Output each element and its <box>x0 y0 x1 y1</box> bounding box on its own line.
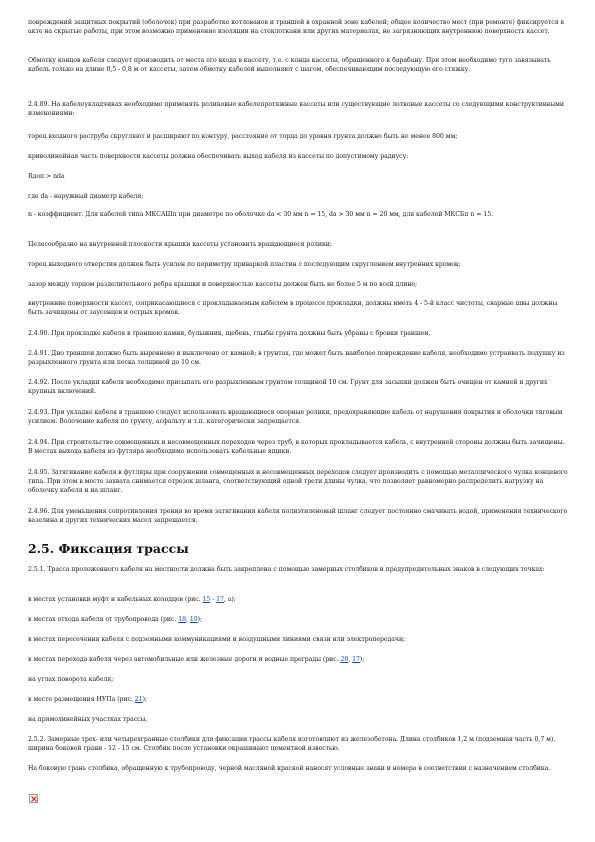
separator: , <box>348 656 353 663</box>
figure-link[interactable]: 17 <box>352 656 360 663</box>
paragraph: криволинейная часть поверхности кассеты должна обеспечивать выход кабеля из кассеты по допустимому радиусу: <box>28 153 409 160</box>
list-item: в местах пересечения кабеля с подземными коммуникациями и воздушными линиями связи или электропередачи; <box>28 636 406 643</box>
paragraph-2-5-2: 2.5.2. Замерные трех- или четырехгранные столбики для фиксации трассы кабеля изготовляют из железобетона. Длина столбиков 1,2 м (подземная часть 0,7 м), ширина боковой грани - 12 - 15 см. Столбик после установки окрашивают цементной известью. <box>28 736 556 752</box>
paragraph-2-4-94: 2.4.94. При строительстве совмещенных и несовмещенных переходов через труб, в которых прокладывается кабель, с внутренней стороны должны быть зачищены. В местах выхода кабеля из футляра необходимо использовать кабельные ящики. <box>28 439 565 455</box>
paragraph-2-4-91: 2.4.91. Дно траншеи должно быть выровнено и выключено от камней; в грунтах, где может быть наиболее повреждение кабеля, необходимо устраивать подушку из разрыхленного грунта или песка толщиной до 10 см. <box>28 350 565 366</box>
formula: Rдоп > nda <box>28 173 65 180</box>
list-item <box>28 695 147 704</box>
paragraph-2-4-93: 2.4.93. При укладке кабеля в траншею следует использовать вращающиеся опорные ролики, предохраняющие кабель от нарушения покрытия и оболочки тяговым усилием. Волочение кабеля по грунту, асфальту и т.п. категорически запрещается. <box>28 409 563 425</box>
list-item-text: , а); <box>223 596 236 603</box>
list-item-text: в месте размещения НУПа (рис. <box>28 696 135 703</box>
paragraph-2-5-1: 2.5.1. Трасса проложенного кабеля на местности должна быть закреплена с помощью замерных столбиков и предупредительных знаков в следующих точках: <box>28 566 545 573</box>
paragraph: На боковую грань столбика, обращенную к трубопроводу, черной масляной краской наносят условные знаки и номера в соответствии с назначением столбика. <box>28 765 551 772</box>
list-item: на прямолинейных участках трассы. <box>28 716 148 723</box>
figure-link[interactable]: 20 <box>340 656 349 663</box>
separator: , <box>186 616 190 623</box>
list-item <box>28 655 364 664</box>
paragraph-2-4-95: 2.4.95. Затягивание кабеля в футляры при сооружении совмещенных и несовмещенных переходов следует производить с помощью металлического чулка концевого типа. При этом в месте захвата снимается отрезок шланга, соответствующий одной трети длины чулка, что позволяет равномерно распределить нагрузку на оболочку кабеля и на шланг. <box>28 469 568 494</box>
figure-link[interactable]: 15 <box>202 596 211 603</box>
list-item-text: ); <box>359 656 365 663</box>
figure-link[interactable]: 17 <box>216 596 224 603</box>
figure-link[interactable]: 19 <box>189 616 198 623</box>
paragraph-2-4-89: 2.4.89. На кабелеукладчиках необходимо применять роликовые кабелепротяжные кассеты или существующие лотковые кассеты со следующими конструктивными изменениями: <box>28 101 564 117</box>
paragraph: Обмотку концов кабеля следует производить от места его входа в кассету, т.е. с конца кассеты, обращенного к барабану. При этом необходимо туго завязывать кабель только на длине 0,5 - 0,8 м от кассеты, затем обмотку кабелей выполняют с шагом, обеспечивающим последующую его стяжку. <box>28 57 551 73</box>
paragraph: торец входного раструба скругляют и расширяют по контуру, расстояние от торца до уровня грунта должно быть не менее 800 мм; <box>28 133 458 140</box>
paragraph: Целесообразно на внутренней плоскости крышки кассеты установить вращающиеся ролики; <box>28 241 332 248</box>
list-item <box>28 595 236 604</box>
list-item-text: в местах отхода кабеля от трубопровода (рис. <box>28 616 179 623</box>
paragraph: внутренние поверхности кассет, соприкасающиеся с прокладываемым кабелем в процессе прокладки, должны иметь 4 - 5-й класс чистоты, сварные швы должны быть зачищены от заусенцев и острых кромок. <box>28 300 558 316</box>
list-item-text: в местах установки муфт и кабельных колодцев (рис. <box>28 596 203 603</box>
paragraph: n - коэффициент. Для кабелей типа МКСАШп при диаметре по оболочке da < 30 мм n = 15, da > 30 мм n = 20 мм, для кабелей МКСБп n = 15. <box>28 211 494 218</box>
paragraph-2-4-96: 2.4.96. Для уменьшения сопротивления трения во время затягивания кабеля полиэтиленовый шланг следует постоянно смачивать водой, применения технического вазелина и других технических масел запрещается. <box>28 508 568 524</box>
paragraph: зазор между торцом разделительного ребра крышки и поверхностью кассеты должен быть не более 5 м по всей длине; <box>28 281 418 288</box>
list-item: на углах поворота кабеля; <box>28 676 114 683</box>
paragraph-2-4-92: 2.4.92. После укладки кабеля необходимо присыпать его разрыхленным грунтом толщиной 10 см. Грунт для засыпки должен быть очищен от камней и других крупных включений. <box>28 379 548 395</box>
section-heading: 2.5. Фиксация трассы <box>28 541 189 556</box>
paragraph-2-4-90: 2.4.90. При прокладке кабеля в траншею камни, булыжник, щебень, глыбы грунта должны быть убраны с бровки траншеи. <box>28 330 431 337</box>
broken-image-icon <box>29 794 38 803</box>
list-item-text: в местах перехода кабеля через автомобильные или железные дороги и водные преграды (рис. <box>28 656 341 663</box>
paragraph: повреждений защитных покрытий (оболочек) при разработке котлованов и траншей в охранной зоне кабелей; общее количество мест (при ремонте) фиксируется в акте на скрытые работы, при этом возможно применение изоляции на стеклоткани или других материалах, не загрязняющих внутреннюю поверхность кассет. <box>28 19 564 35</box>
cross-icon <box>31 796 37 802</box>
list-item <box>28 615 202 624</box>
list-item-text: ); <box>197 616 203 623</box>
list-item-text: ); <box>142 696 147 703</box>
separator: - <box>210 596 217 603</box>
paragraph: торец выходного отверстия должен быть усилен по периметру приваркой пластин с последующим скруглением внутренних кромок; <box>28 261 461 268</box>
paragraph: где da - наружный диаметр кабеля; <box>28 193 144 200</box>
figure-link[interactable]: 21 <box>134 696 143 703</box>
figure-link[interactable]: 18 <box>178 616 187 623</box>
